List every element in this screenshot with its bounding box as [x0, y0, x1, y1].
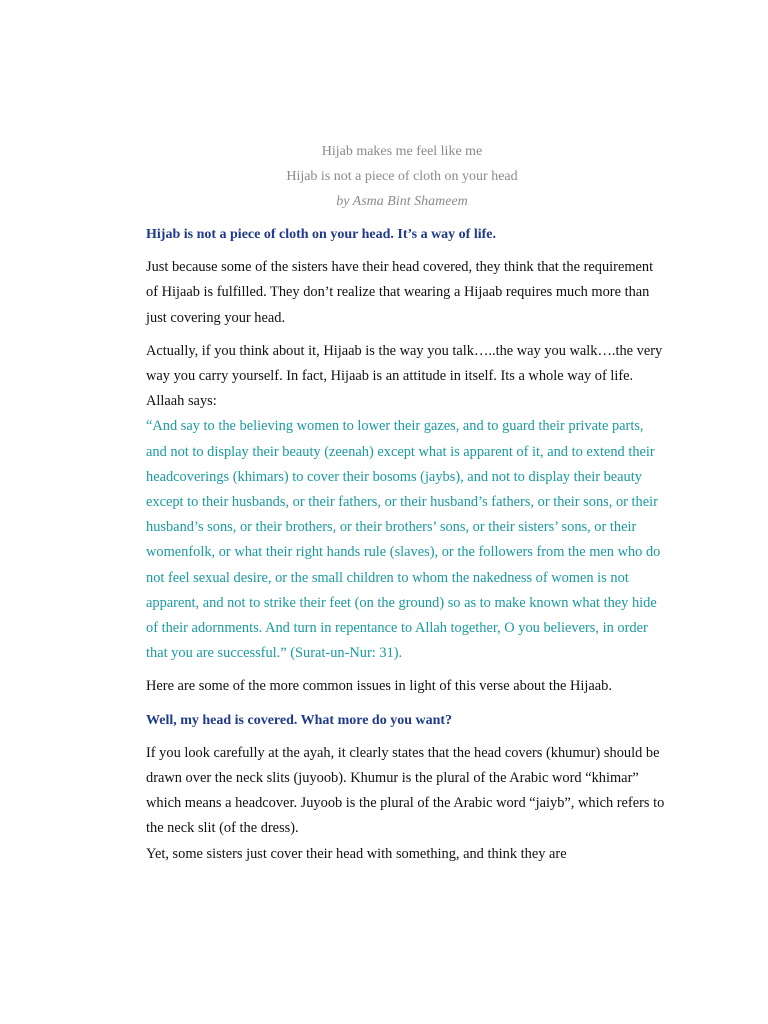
allaah-says-line: Allaah says:	[146, 393, 217, 410]
title-line-2: Hijab is not a piece of cloth on your head	[286, 169, 518, 184]
article-body	[146, 222, 666, 867]
section-heading-2: Well, my head is covered. What more do you want?	[146, 712, 453, 728]
paragraph-2: Actually, if you think about it, Hijaab is the way you talk…..the way you walk….the very way you carry yourself. In fact, Hijaab is an attitude in itself. Its a whole way of life.	[146, 342, 663, 385]
section-heading-1: Hijab is not a piece of cloth on your head. It’s a way of life.	[146, 227, 496, 242]
paragraph-3: Here are some of the more common issues in light of this verse about the Hijaab.	[146, 678, 612, 695]
paragraph-5: Yet, some sisters just cover their head with something, and think they are	[146, 845, 567, 862]
author-byline: by Asma Bint Shameem	[336, 194, 468, 209]
quote-text: “And say to the believing women to lower their gazes, and to guard their private parts, and not to display their beauty (zeenah) except what is apparent of it, and to extend their headcoverings (khimars) to cover their bosoms (jaybs), and not to display their beauty except to their husbands, or their fathers, or their husband’s fathers, or their sons, or their husband’s sons, or their brothers, or their brothers’ sons, or their sisters’ sons, or their womenfolk, or what their right hands rule (slaves), or the followers from the men who do not feel sexual desire, or the small children to whom the nakedness of women is not apparent, and not to strike their feet (on the ground) so as to make known what they hide of their adornments. And turn in repentance to Allah together, O you believers, in order that you are successful.”	[146, 418, 661, 662]
title-block	[0, 139, 768, 214]
quran-quote	[146, 414, 666, 666]
title-line-1: Hijab makes me feel like me	[321, 144, 483, 159]
paragraph-4: If you look carefully at the ayah, it clearly states that the head covers (khumur) should be drawn over the neck slits (juyoob). Khumur is the plural of the Arabic word “khimar” which means a headcover. Juyoob is the plural of the Arabic word “jaiyb”, which refers to the neck slit (of the dress).	[146, 744, 665, 837]
quote-reference: (Surat-un-Nur: 31).	[286, 645, 403, 662]
paragraph-1: Just because some of the sisters have their head covered, they think that the requirement of Hijaab is fulfilled. They don’t realize that wearing a Hijaab requires much more than just covering your head.	[146, 259, 654, 326]
